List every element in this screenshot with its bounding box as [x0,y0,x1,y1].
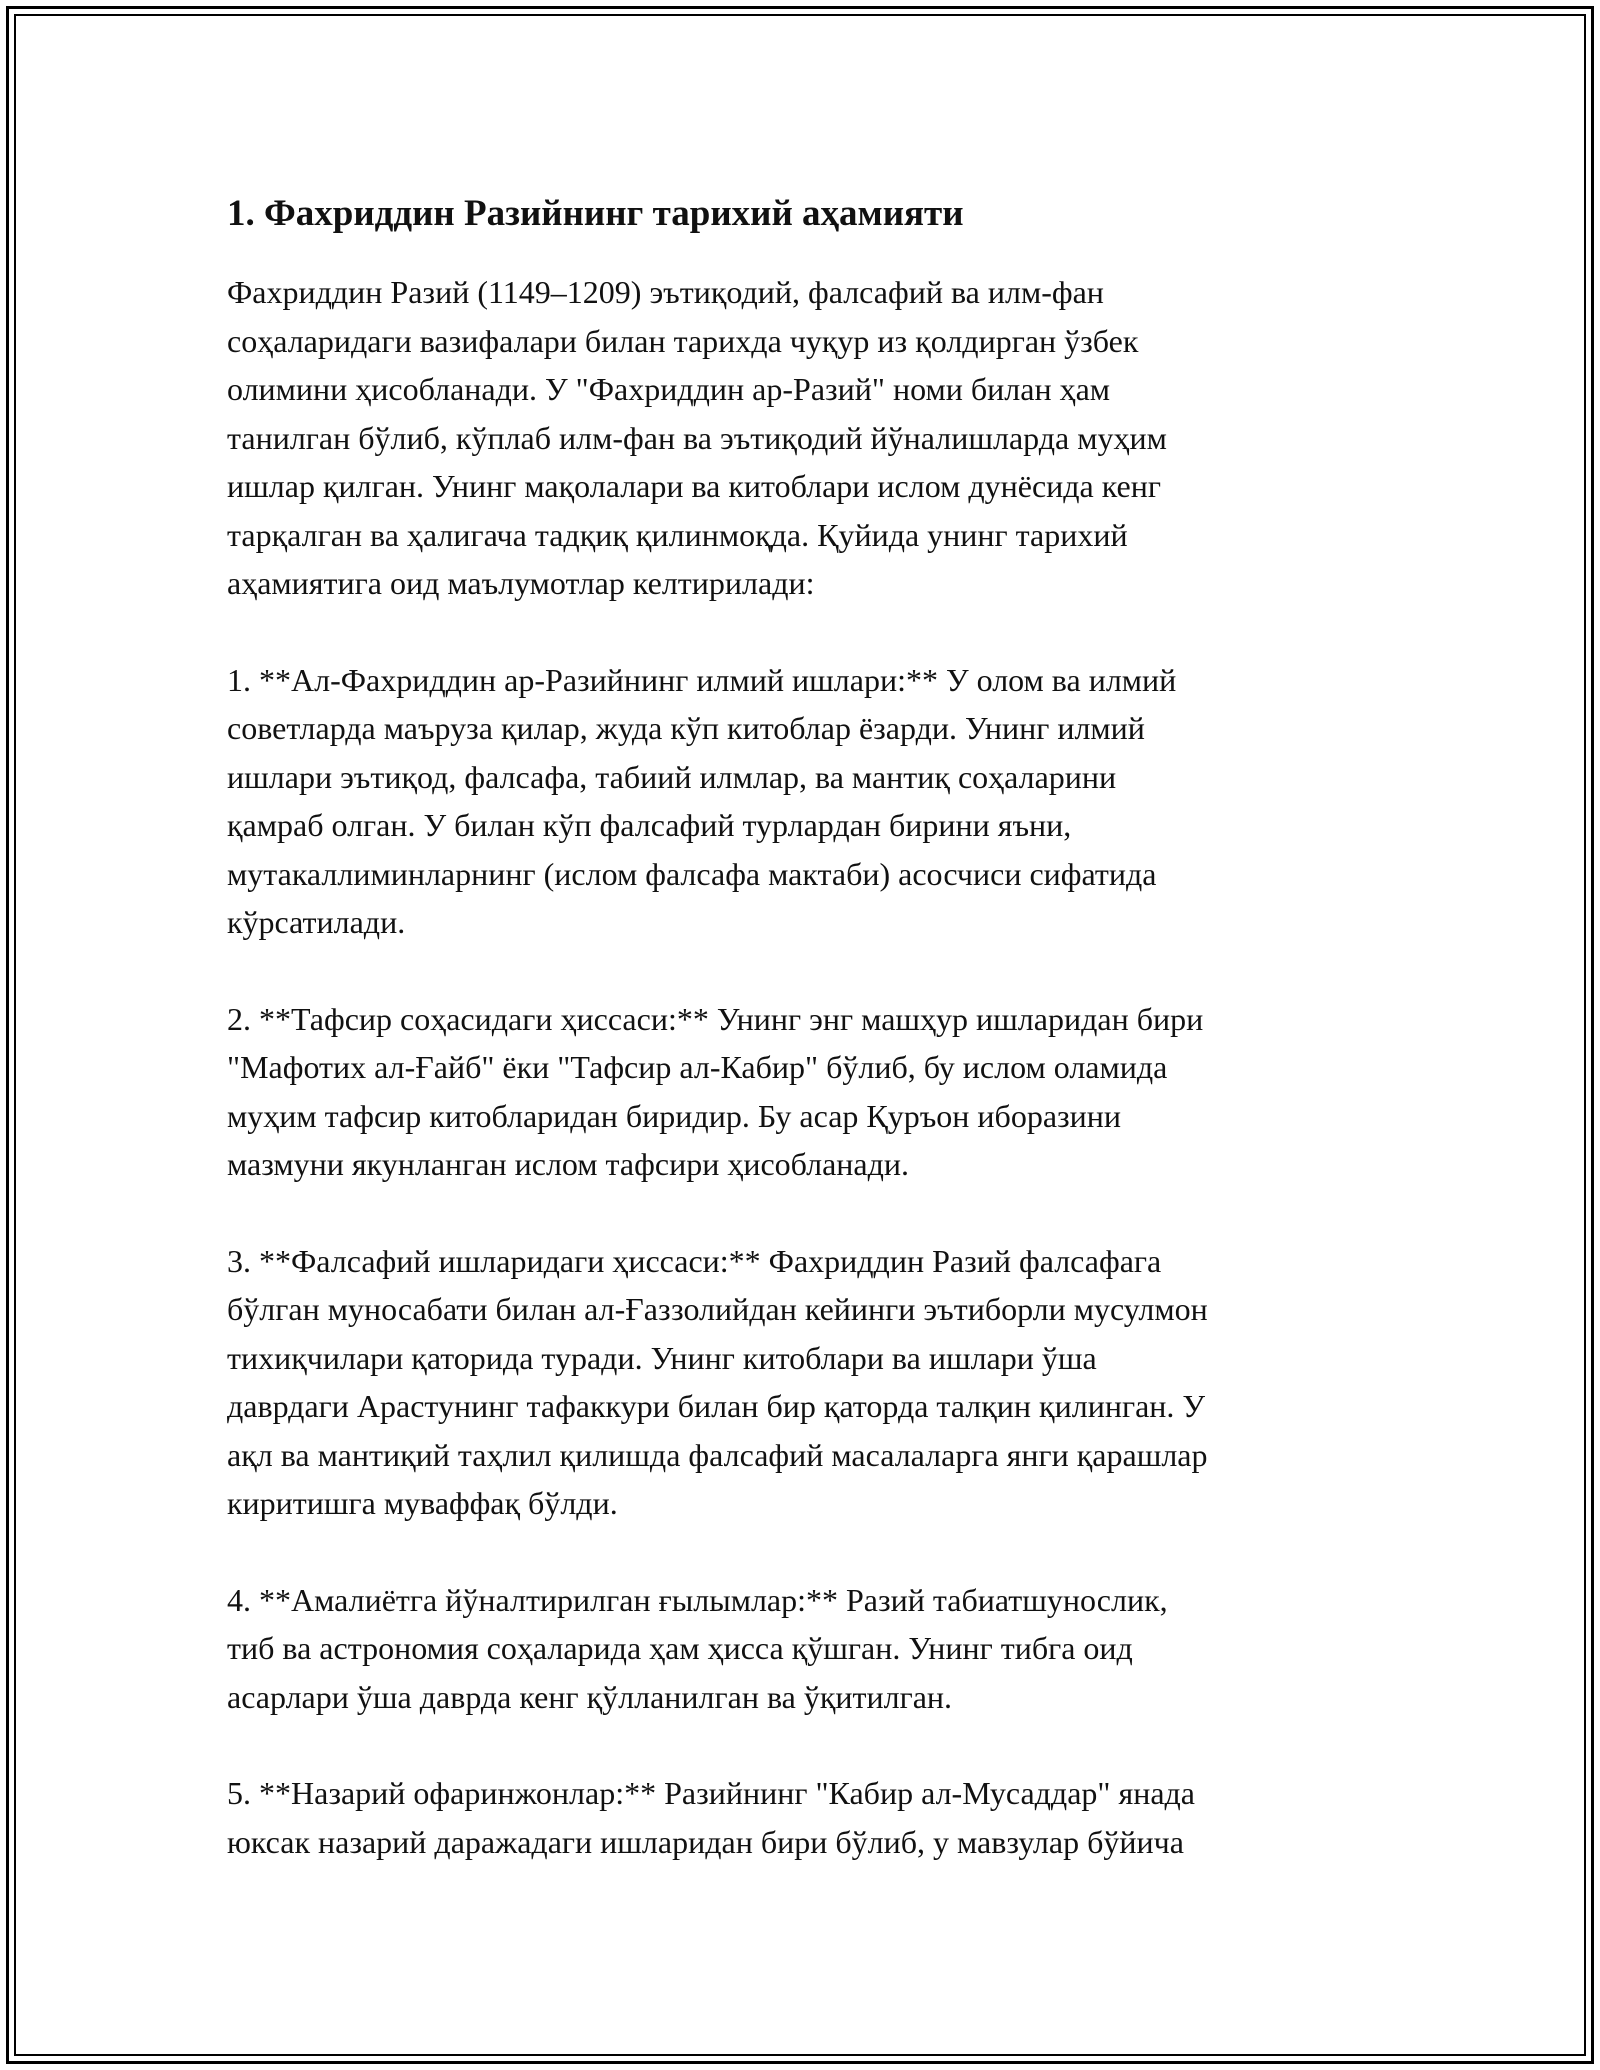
text-line: 5. **Назарий офаринжонлар:** Разийнинг "Кабир ал-Мусаддар" янада [227,1775,1195,1811]
text-line: 4. **Амалиётга йўналтирилган ғылымлар:** Разий табиатшунослик, [227,1581,1168,1618]
list-item-1-paragraph [227,656,1392,947]
text-line: юксак назарий даражадаги ишларидан бири бўлиб, у мавзулар бўйича [227,1823,1184,1860]
document-title: 1. Фахриддин Разийнинг тарихий аҳамияти [227,193,964,234]
text-line: танилган бўлиб, кўплаб илм-фан ва эътиқодий йўналишларда муҳим [227,419,1167,456]
document-body [227,186,1392,1914]
text-line: соҳаларидаги вазифалари билан тарихда чуқур из қолдирган ўзбек [227,322,1139,359]
text-line: аҳамиятига оид маълумотлар келтирилади: [227,565,815,601]
text-line: тарқалган ва ҳалигача тадқиқ қилинмоқда. Қуйида унинг тарихий [227,516,1128,553]
list-item-4-paragraph [227,1576,1392,1722]
text-line: муҳим тафсир китобларидан биридир. Бу асар Қуръон ибoразини [227,1097,1122,1134]
list-item-3-paragraph [227,1237,1392,1528]
text-line: тихиқчилари қаторида туради. Унинг китоблари ва ишлари ўша [227,1339,1097,1376]
text-line: "Мафотих ал-Ғайб" ёки "Тафсир ал-Кабир" бўлиб, бу ислом оламида [227,1049,1168,1085]
text-line: 1. **Ал-Фахриддин ар-Разийнинг илмий ишлари:** У олом ва илмий [227,661,1177,698]
text-line: ақл ва мантиқий таҳлил қилишда фалсафий масалаларга янги қарашлар [227,1436,1208,1473]
text-line: асарлари ўша даврда кенг қўлланилган ва ўқитилган. [227,1678,953,1715]
text-line: кўрсатилади. [227,904,406,940]
intro-paragraph [227,268,1392,608]
text-line: 3. **Фалсафий ишларидаги ҳиссаси:** Фахриддин Разий фалсафага [227,1242,1162,1279]
text-line: олимини ҳисобланади. У "Фахриддин ар-Разий" номи билан ҳам [227,371,1111,407]
text-line: ишлар қилган. Унинг мақолалари ва китоблари ислом дунёсида кенг [227,468,1161,504]
text-line: 2. **Тафсир соҳасидаги ҳиссаси:** Унинг энг машҳур ишларидан бири [227,1000,1204,1037]
text-line: мутакаллиминларнинг (ислом фалсафа мактаби) асосчиси сифатида [227,855,1157,892]
text-line: бўлган муносабати билан ал-Ғаззолийдан кейинги эътиборли мусулмон [227,1291,1208,1327]
text-line: даврдаги Арастунинг тафаккури билан бир қаторда талқин қилинган. У [227,1388,1206,1424]
text-line: тиб ва астрономия соҳаларида ҳам ҳисса қўшган. Унинг тибга оид [227,1630,1133,1666]
text-line: киритишга муваффақ бўлди. [227,1485,618,1521]
text-line: советларда маърузa қилар, жуда кўп китоблар ёзарди. Унинг илмий [227,710,1145,746]
text-line: қамраб олган. У билан кўп фалсафий турлардан бирини яъни, [227,807,1072,843]
list-item-2-paragraph [227,995,1392,1189]
text-line: мазмуни якунланган ислом тафсири ҳисобланади. [227,1146,910,1182]
text-line: ишлари эътиқод, фалсафа, табиий илмлар, ва мантиқ соҳаларини [227,758,1117,795]
list-item-5-paragraph [227,1769,1392,1866]
text-line: Фахриддин Разий (1149–1209) эътиқодий, фалсафий ва илм-фан [227,274,1104,310]
